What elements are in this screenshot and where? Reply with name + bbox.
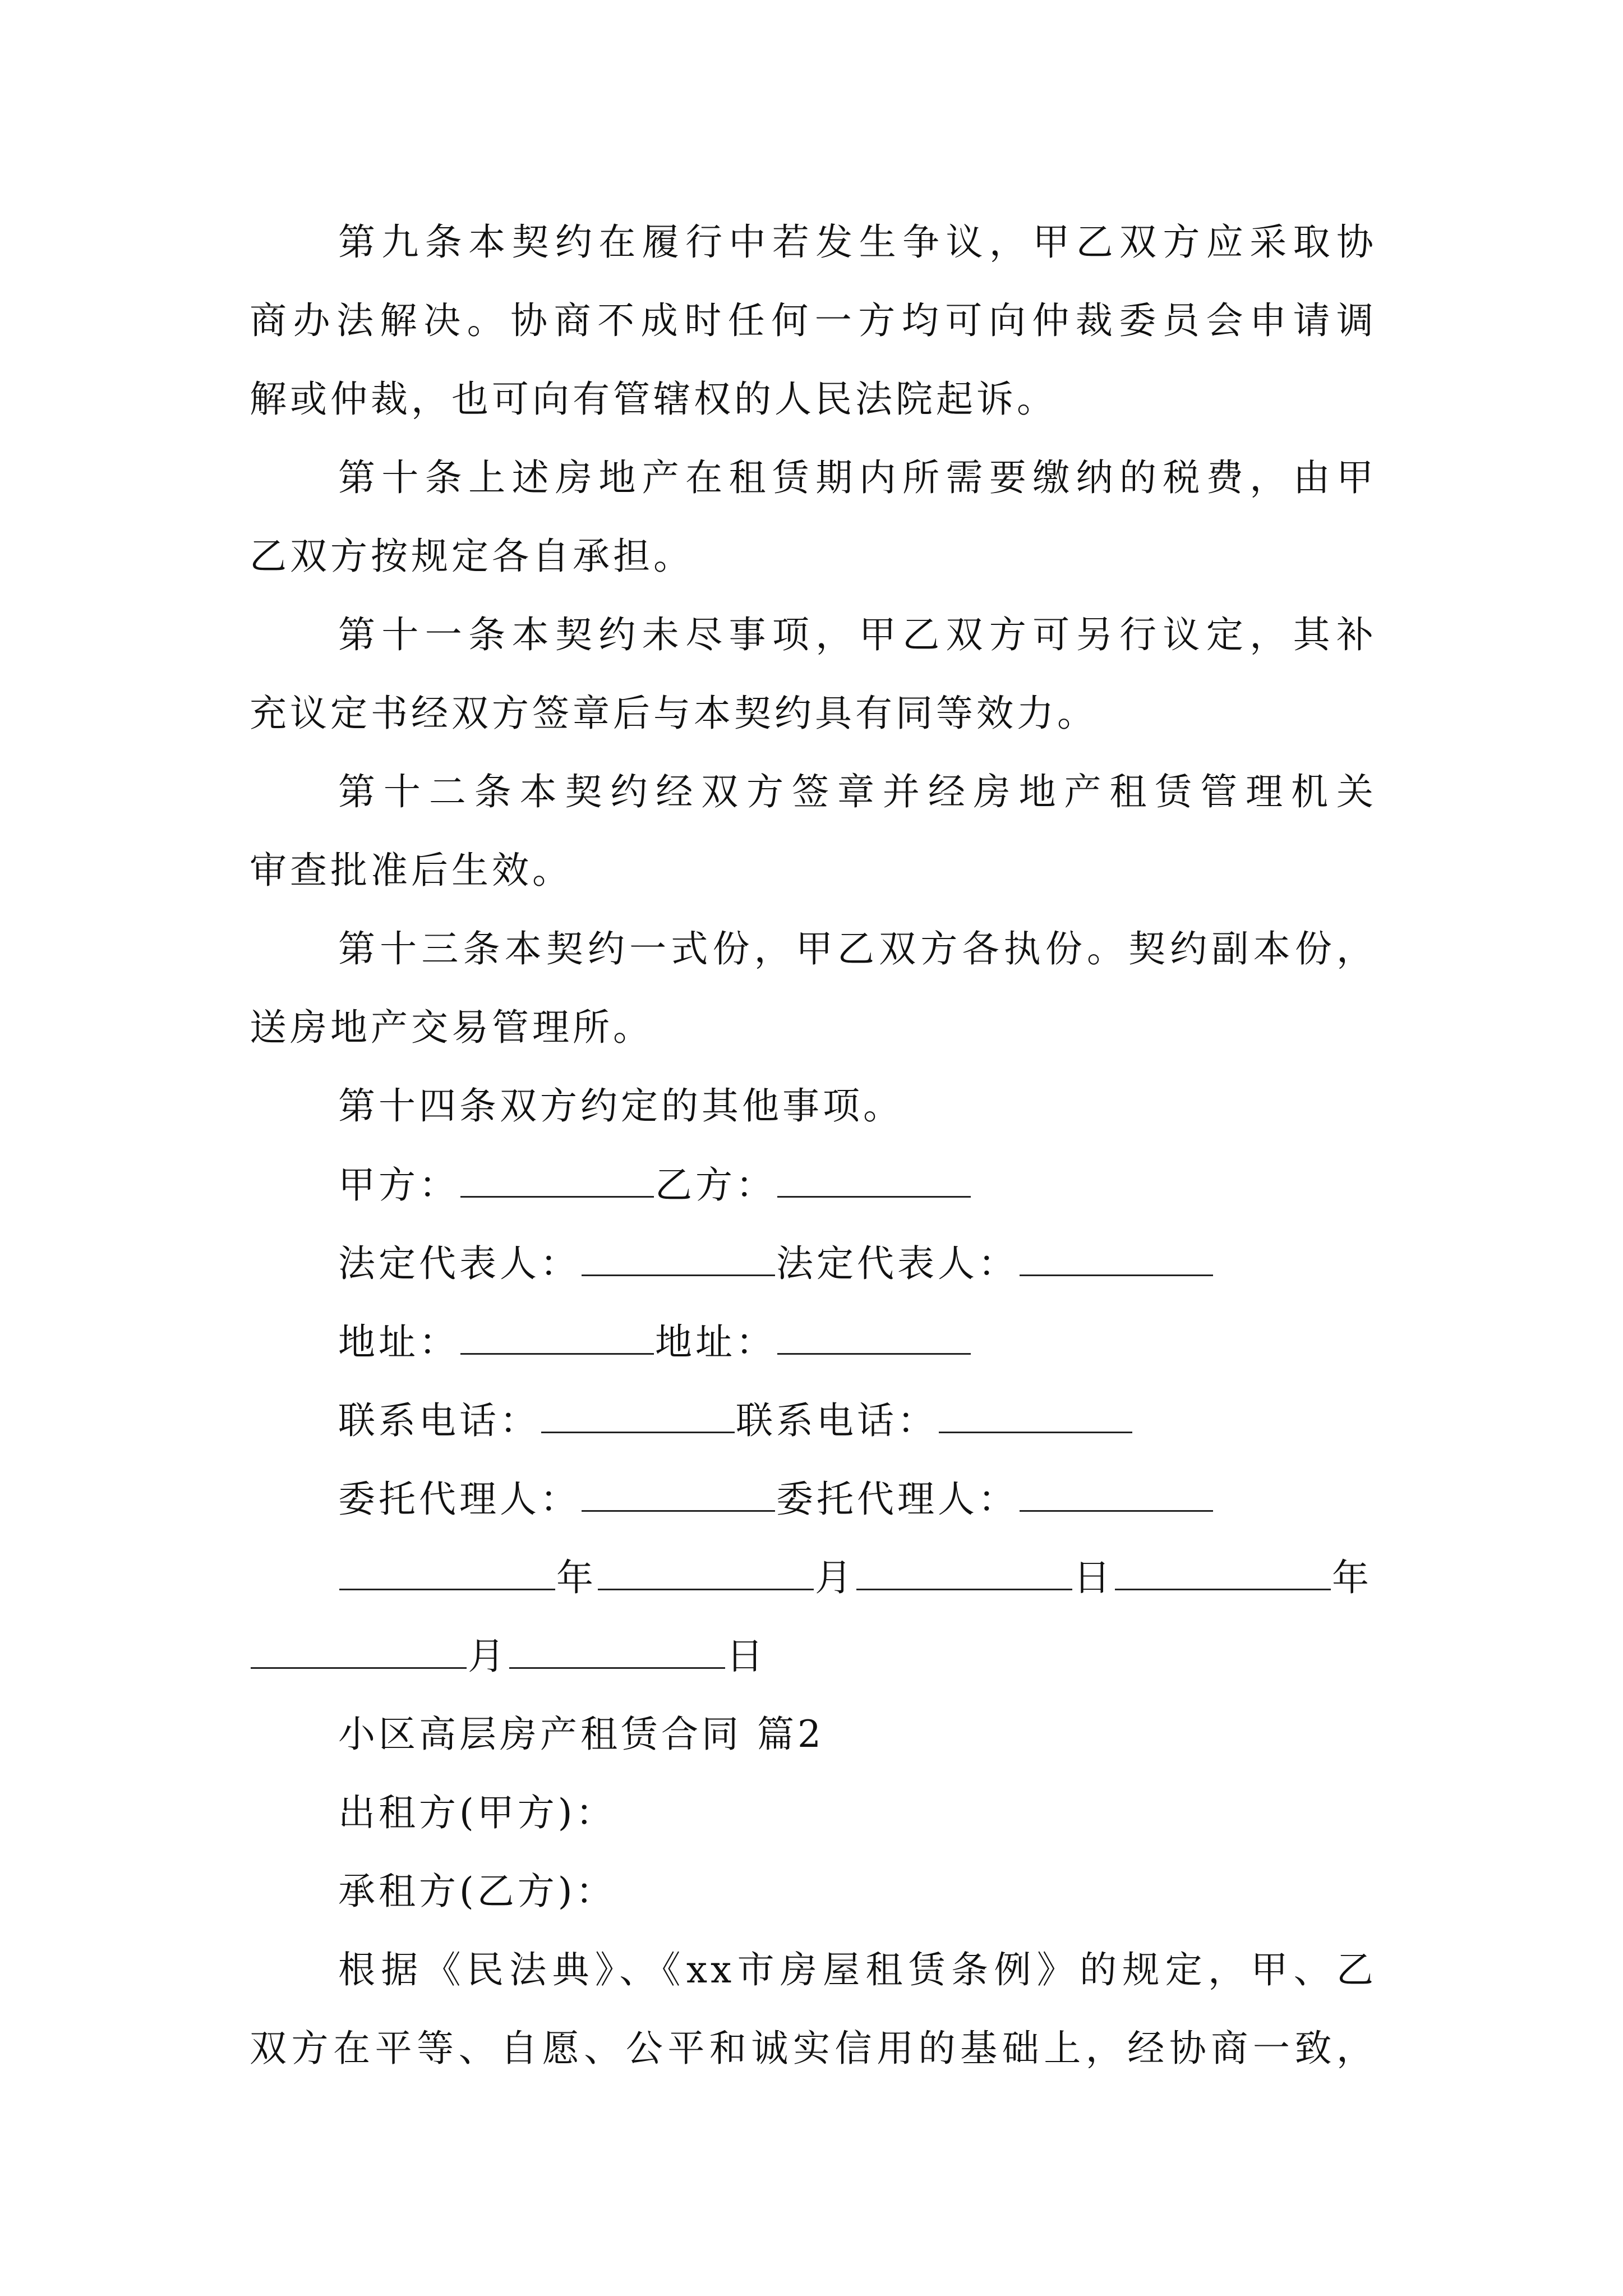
- party-b-blank[interactable]: [777, 1162, 971, 1198]
- article-11-line-1: 第十一条本契约未尽事项，甲乙双方可另行议定，其补: [338, 613, 1377, 656]
- signature-row-agent: [338, 1476, 1377, 1521]
- signature-row-party: [338, 1162, 1377, 1207]
- legal-rep-a-blank[interactable]: [582, 1241, 775, 1276]
- article-9-line-1: 第九条本契约在履行中若发生争议，甲乙双方应采取协: [338, 220, 1377, 264]
- party-a-line: 出租方(甲方)：: [338, 1791, 616, 1834]
- year-label-1: 年: [556, 1556, 597, 1599]
- agent-b-label: 委托代理人：: [776, 1478, 1018, 1521]
- party-b-line: 承租方(乙方)：: [338, 1870, 616, 1913]
- address-a-blank[interactable]: [460, 1319, 654, 1355]
- address-a-label: 地址：: [338, 1320, 459, 1364]
- day-label-2: 日: [726, 1635, 767, 1678]
- year-blank-1[interactable]: [339, 1555, 555, 1590]
- phone-b-label: 联系电话：: [736, 1399, 938, 1442]
- agent-b-blank[interactable]: [1020, 1476, 1213, 1512]
- legal-rep-b-blank[interactable]: [1020, 1241, 1213, 1276]
- day-blank-2[interactable]: [509, 1634, 725, 1669]
- signature-row-address: [338, 1319, 1377, 1364]
- month-label-2: 月: [468, 1635, 508, 1678]
- article-11-line-2: 充议定书经双方签章后与本契约具有同等效力。: [250, 692, 1098, 735]
- agent-a-blank[interactable]: [582, 1476, 775, 1512]
- article-12-line-2: 审查批准后生效。: [250, 849, 573, 892]
- date-line-2: [250, 1634, 1377, 1678]
- party-a-label: 甲方：: [338, 1163, 459, 1207]
- article-10-line-1: 第十条上述房地产在租赁期内所需要缴纳的税费，由甲: [338, 456, 1377, 499]
- year-label-2: 年: [1332, 1556, 1372, 1599]
- article-9-line-2: 商办法解决。协商不成时任何一方均可向仲裁委员会申请调: [250, 299, 1377, 342]
- date-line-1: [338, 1555, 1377, 1600]
- legal-rep-a-label: 法定代表人：: [338, 1242, 580, 1285]
- address-b-blank[interactable]: [777, 1319, 971, 1355]
- signature-row-legal-rep: [338, 1241, 1377, 1286]
- article-14-line-1: 第十四条双方约定的其他事项。: [338, 1084, 903, 1128]
- legal-rep-b-label: 法定代表人：: [776, 1242, 1018, 1285]
- phone-b-blank[interactable]: [939, 1398, 1132, 1433]
- month-blank-1[interactable]: [598, 1555, 814, 1590]
- article-10-line-2: 乙双方按规定各自承担。: [250, 535, 694, 578]
- article-13-line-2: 送房地产交易管理所。: [250, 1006, 653, 1049]
- phone-a-blank[interactable]: [541, 1398, 735, 1433]
- day-label-1: 日: [1073, 1556, 1114, 1599]
- phone-a-label: 联系电话：: [338, 1399, 540, 1442]
- month-label-1: 月: [815, 1556, 855, 1599]
- party-b-label: 乙方：: [655, 1163, 776, 1207]
- article-9-line-3: 解或仲裁，也可向有管辖权的人民法院起诉。: [250, 378, 1057, 421]
- intro-line-1: 根据《民法典》、《xx市房屋租赁条例》的规定，甲、乙: [338, 1948, 1377, 1991]
- year-blank-2[interactable]: [1115, 1555, 1331, 1590]
- article-12-line-1: 第十二条本契约经双方签章并经房地产租赁管理机关: [338, 770, 1377, 813]
- address-b-label: 地址：: [655, 1320, 776, 1364]
- agent-a-label: 委托代理人：: [338, 1478, 580, 1521]
- month-blank-2[interactable]: [251, 1634, 467, 1669]
- signature-row-phone: [338, 1398, 1377, 1443]
- article-13-line-1: 第十三条本契约一式份，甲乙双方各执份。契约副本份，: [338, 927, 1377, 970]
- section-title: 小区高层房产租赁合同 篇2: [338, 1713, 824, 1756]
- intro-line-2: 双方在平等、自愿、公平和诚实信用的基础上，经协商一致，: [250, 2027, 1377, 2070]
- day-blank-1[interactable]: [856, 1555, 1072, 1590]
- party-a-blank[interactable]: [460, 1162, 654, 1198]
